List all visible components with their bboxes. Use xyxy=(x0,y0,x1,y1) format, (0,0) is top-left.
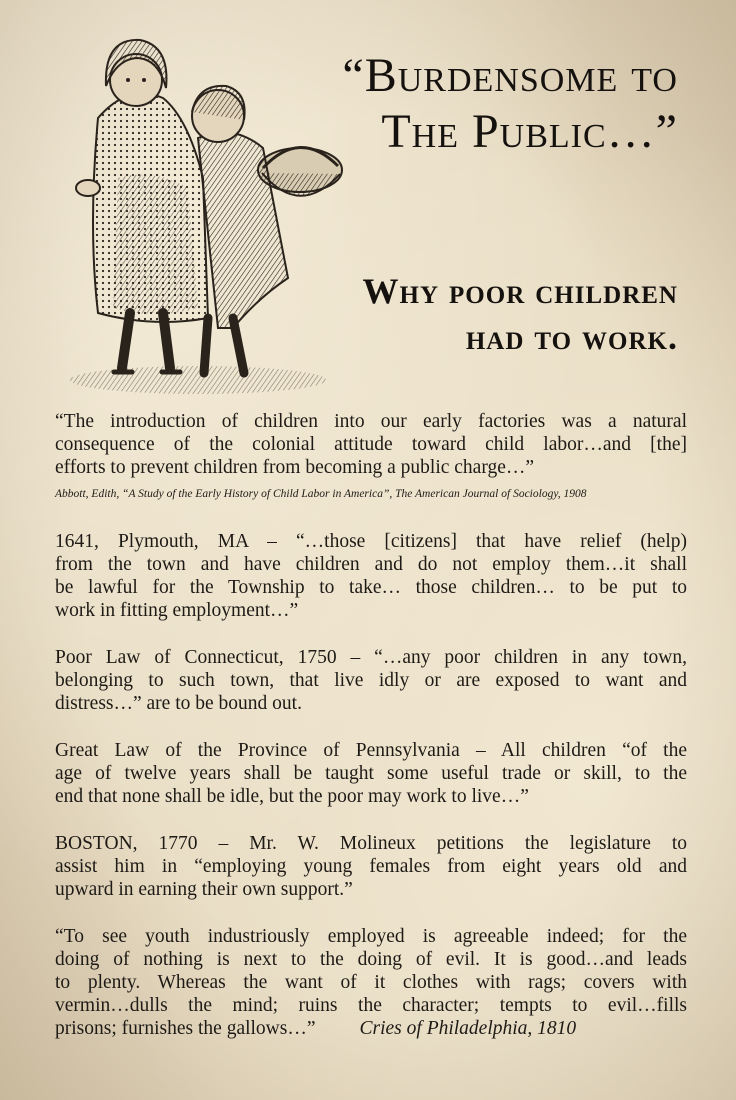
text-line: to plenty. Whereas the want of it clothes with rags; covers with xyxy=(55,972,687,993)
text-line: Poor Law of Connecticut, 1750 – “…any poor children in any town, xyxy=(55,647,687,668)
text-line: work in fitting employment…” xyxy=(55,600,299,621)
paragraph-connecticut xyxy=(55,646,687,715)
title-line-1: “Burdensome to xyxy=(342,49,678,102)
text-line: age of twelve years shall be taught some useful trade or skill, to the xyxy=(55,763,687,784)
text-line: from the town and have children and do not employ them…it shall xyxy=(55,554,687,575)
text-line: belonging to such town, that live idly or are exposed to want and xyxy=(55,670,687,691)
text-line: consequence of the colonial attitude toward child labor…and [the] xyxy=(55,434,687,455)
text-line: upward in earning their own support.” xyxy=(55,879,353,900)
text-line: vermin…dulls the mind; ruins the character; tempts to evil…fills xyxy=(55,995,687,1016)
subtitle-line-1: Why poor children xyxy=(362,271,678,311)
citation: Abbott, Edith, “A Study of the Early History of Child Labor in America”, The American Journal of Sociology, 1908 xyxy=(55,488,587,500)
text-line: assist him in “employing young females from eight years old and xyxy=(55,856,687,877)
paragraph-plymouth xyxy=(55,530,687,622)
quote-attribution: Cries of Philadelphia, 1810 xyxy=(359,1018,577,1039)
text-line: distress…” are to be bound out. xyxy=(55,693,302,714)
text-line xyxy=(55,1017,687,1040)
paragraph-pennsylvania xyxy=(55,739,687,808)
quote-philadelphia xyxy=(55,925,687,1040)
text-line: “The introduction of children into our early factories was a natural xyxy=(55,411,687,432)
title-line-2: The Public…” xyxy=(381,105,678,158)
subtitle-line-2: had to work. xyxy=(465,317,678,357)
body-text xyxy=(55,410,687,1064)
text-line: end that none shall be idle, but the poor may work to live…” xyxy=(55,786,529,807)
poster-title xyxy=(258,48,678,160)
text-line: doing of nothing is next to the doing of evil. It is good…and leads xyxy=(55,949,687,970)
text-line: BOSTON, 1770 – Mr. W. Molineux petitions the legislature to xyxy=(55,833,687,854)
text-line-content: prisons; furnishes the gallows…” xyxy=(55,1018,316,1039)
text-line: efforts to prevent children from becoming a public charge…” xyxy=(55,457,535,478)
paragraph-boston xyxy=(55,832,687,901)
poster-subtitle xyxy=(258,268,678,360)
text-line: Great Law of the Province of Pennsylvania – All children “of the xyxy=(55,740,687,761)
text-line: 1641, Plymouth, MA – “…those [citizens] that have relief (help) xyxy=(55,531,687,552)
text-line: “To see youth industriously employed is agreeable indeed; for the xyxy=(55,926,687,947)
text-line: be lawful for the Township to take… those children… to be put to xyxy=(55,577,687,598)
quote-abbott xyxy=(55,410,687,506)
